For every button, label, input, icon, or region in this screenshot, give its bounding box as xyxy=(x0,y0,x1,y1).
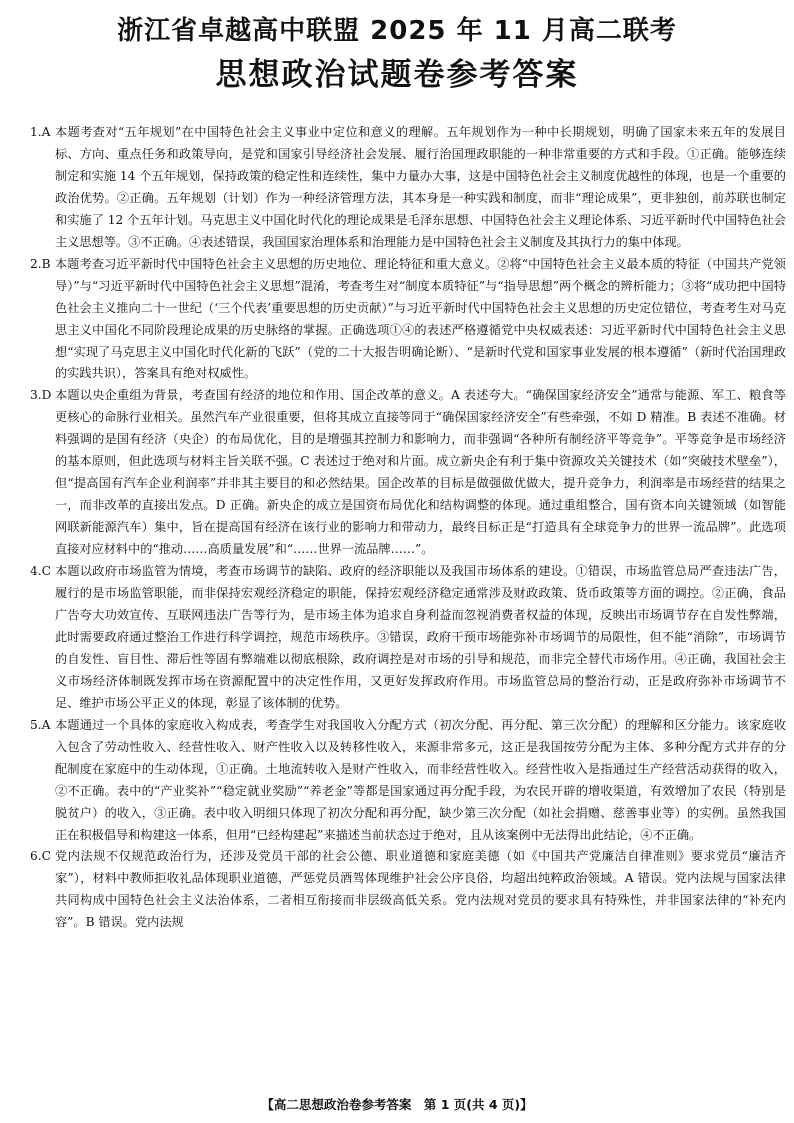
answer-key-title: 思想政治试题卷参考答案 xyxy=(215,57,579,93)
answer-number: 2.B xyxy=(30,256,51,271)
exam-title: 浙江省卓越高中联盟 2025 年 11 月高二联考 xyxy=(117,16,677,46)
answer-explanation: 本题以央企重组为背景，考查国有经济的地位和作用、国企改革的意义。A 表述夸大。“确保国家经济安全”通常与能源、军工、粮食等更核心的命脉行业相关。虽然汽车产业很重要，但将其成立直接等同于“确保国家经济安全”有些牵强，不如 D 精准。B 表述不准确。材料强调的是国有经济（央企）的布局优化，目的是增强其控制力和影响力，而非强调“各种所有制经济平等竞争”。平等竞争是市场经济的基本原则，但此选项与材料主旨关联不强。C 表述过于绝对和片面。成立新央企有利于集中资源攻关关键技术（如“突破技术壁垒”），但“提高国有汽车企业利润率”并非其主要目的和必然结果。国企改革的目标是做强做优做大，提升竞争力，利润率是市场经营的结果之一，而非改革的直接出发点。D 正确。新央企的成立是国资布局优化和结构调整的体现。通过重组整合，国有资本向关键领域（如智能网联新能源汽车）集中，旨在提高国有经济在该行业的影响力和带动力，最终目标正是“打造具有全球竞争力的世界一流品牌”。此选项直接对应材料中的“推动……高质量发展”和“……世界一流品牌……”。 xyxy=(55,388,786,557)
page-footer: 【高二思想政治卷参考答案 第 1 页(共 4 页)】 xyxy=(261,1097,533,1112)
answer-explanation: 党内法规不仅规范政治行为，还涉及党员干部的社会公德、职业道德和家庭美德（如《中国共产党廉洁自律准则》要求党员“廉洁齐家”），材料中教师拒收礼品体现职业道德，严惩党员酒驾体现维护社会公序良俗，均超出纯粹政治领域。A 错误。党内法规与国家法律共同构成中国特色社会主义法治体系，二者相互衔接而非层级高低关系。党内法规对党员的要求具有特殊性，并非国家法律的“补充内容”。B 错误。党内法规 xyxy=(55,849,786,930)
answer-item xyxy=(30,254,786,386)
answer-item xyxy=(30,846,786,934)
answer-list xyxy=(30,122,786,934)
answer-number: 5.A xyxy=(30,717,51,732)
answer-number: 6.C xyxy=(30,849,51,864)
answer-number: 3.D xyxy=(30,388,52,403)
answer-number: 1.A xyxy=(30,125,51,139)
answer-item xyxy=(30,122,786,254)
answer-explanation: 本题通过一个具体的家庭收入构成表，考查学生对我国收入分配方式（初次分配、再分配、第三次分配）的理解和区分能力。该家庭收入包含了劳动性收入、经营性收入、财产性收入以及转移性收入，来源非常多元，这正是我国按劳分配为主体、多种分配方式并存的分配制度在家庭中的生动体现，①正确。土地流转收入是财产性收入，而非经营性收入。经营性收入是指通过生产经营活动获得的收入，②不正确。表中的“产业奖补”“稳定就业奖励”“养老金”等都是国家通过再分配手段，为农民开辟的增收渠道，有效增加了农民（特别是脱贫户）的收入，③正确。表中收入明细只体现了初次分配和再分配，缺少第三次分配（如社会捐赠、慈善事业等）的实例。虽然我国正在积极倡导和构建这一体系，但用“已经构建起”来描述当前状态过于绝对，且从该案例中无法得出此结论，④不正确。 xyxy=(55,717,786,842)
answer-explanation: 本题考查习近平新时代中国特色社会主义思想的历史地位、理论特征和重大意义。②将“中国特色社会主义最本质的特征（中国共产党领导）”与“习近平新时代中国特色社会主义思想”混淆，考查考生对“制度本质特征”与“指导思想”两个概念的辨析能力；③将“成功把中国特色社会主义推向二十一世纪（‘三个代表’重要思想的历史贡献）”与习近平新时代中国特色社会主义思想的历史定位错位，考查考生对马克思主义中国化不同阶段理论成果的历史脉络的掌握。正确选项①④的表述严格遵循党中央权威表述：习近平新时代中国特色社会主义思想“实现了马克思主义中国化时代化新的飞跃”（党的二十大报告明确论断）、“是新时代党和国家事业发展的根本遵循”（新时代治国理政的实践共识），答案具有绝对权威性。 xyxy=(55,256,786,381)
answer-item xyxy=(30,561,786,715)
answer-explanation: 本题考查对“五年规划”在中国特色社会主义事业中定位和意义的理解。五年规划作为一种中长期规划，明确了国家未来五年的发展目标、方向、重点任务和政策导向，是党和国家引导经济社会发展、履行治国理政职能的一种非常重要的方式和手段。①正确。能够连续制定和实施 14 个五年规划，保持政策的稳定性和连续性，集中力量办大事，这是中国特色社会主义制度优越性的体现，也是一个重要的政治优势。②正确。五年规划（计划）作为一种经济管理方法，其本身是一种实践和制度，而非“理论成果”，更非独创，前苏联也制定和实施了 12 个五年计划。马克思主义中国化时代化的理论成果是毛泽东思想、中国特色社会主义理论体系、习近平新时代中国特色社会主义思想等。③不正确。④表述错误，我国国家治理体系和治理能力是中国特色社会主义制度及其执行力的集中体现。 xyxy=(55,125,786,249)
answer-explanation: 本题以政府市场监管为情境，考查市场调节的缺陷、政府的经济职能以及我国市场体系的建设。①错误，市场监管总局严查违法广告，履行的是市场监管职能，而非保持宏观经济稳定的职能，保持宏观经济稳定通常涉及财政政策、货币政策等方面的调控。②正确，食品广告夸大功效宣传、互联网违法广告等行为，是市场主体为追求自身利益而忽视消费者权益的体现，反映出市场调节存在自发性弊端，此时需要政府通过整治工作进行科学调控，规范市场秩序。③错误，政府干预市场能弥补市场调节的局限性，但不能“消除”，市场调节的自发性、盲目性、滞后性等固有弊端难以彻底根除，政府调控是对市场的引导和规范，而非完全替代市场作用。④正确，我国社会主义市场经济体制既发挥市场在资源配置中的决定性作用，又更好发挥政府作用。市场监管总局的整治行动，正是政府弥补市场调节不足、维护市场公平正义的体现，彰显了该体制的优势。 xyxy=(55,564,786,710)
answer-item xyxy=(30,715,786,847)
answer-number: 4.C xyxy=(30,564,51,579)
answer-item xyxy=(30,385,786,561)
